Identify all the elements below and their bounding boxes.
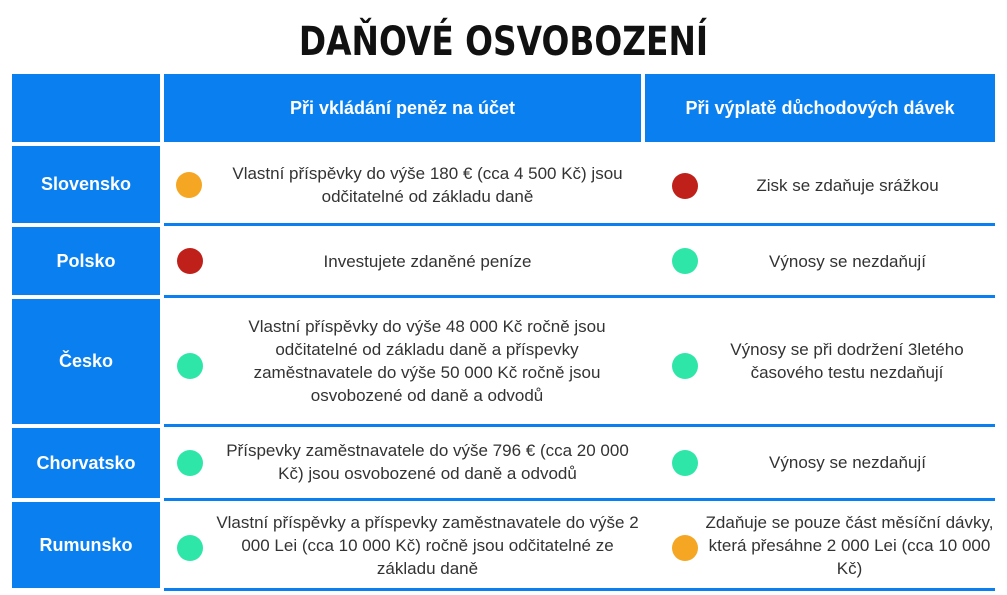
- column-header-deposit: [164, 74, 641, 142]
- row-divider: [164, 498, 995, 501]
- deposit-cell-text: Investujete zdaněné peníze: [323, 251, 532, 271]
- country-cell-polsko: [12, 227, 160, 295]
- country-label: Rumunsko: [39, 534, 133, 555]
- deposit-cell-text: Vlastní příspěvky do výše 48 000 Kč ročně jsou odčitatelné od základu daně a příspevky zaměstnavatele do výše 50 000 Kč ročně jsou osvobozené od daně a odvodů: [248, 317, 606, 405]
- row-divider: [164, 588, 995, 591]
- country-cell-rumunsko: [12, 502, 160, 588]
- column-header-payout: [645, 74, 995, 142]
- payout-cell-text: Výnosy se nezdaňují: [769, 251, 926, 271]
- payout-cell-text: Výnosy se nezdaňují: [769, 452, 926, 472]
- payout-cell-text: Zdaňuje se pouze část měsíční dávky, která přesáhne 2 000 Lei (cca 10 000 Kč): [705, 512, 994, 578]
- country-label: Slovensko: [40, 174, 132, 194]
- page-title: DAŇOVÉ OSVOBOZENÍ: [298, 19, 709, 65]
- status-dot-icon: [672, 450, 698, 476]
- row-divider: [164, 223, 995, 226]
- status-dot-icon: [672, 173, 698, 199]
- status-dot-icon: [177, 248, 203, 274]
- status-dot-icon: [177, 535, 203, 561]
- status-dot-icon: [176, 172, 202, 198]
- payout-cell-text: Zisk se zdaňuje srážkou: [756, 175, 939, 195]
- country-cell-slovensko: [12, 146, 160, 223]
- status-dot-icon: [177, 353, 203, 379]
- deposit-cell-text: Vlastní příspěvky do výše 180 € (cca 4 500 Kč) jsou odčitatelné od základu daně: [232, 164, 623, 206]
- status-dot-icon: [672, 535, 698, 561]
- row-divider: [164, 295, 995, 298]
- deposit-cell-text: Vlastní příspěvky a příspevky zaměstnavatele do výše 2 000 Lei (cca 10 000 Kč) ročně jsou odčitatelné ze základu daně: [216, 512, 639, 578]
- country-label: Česko: [58, 351, 114, 371]
- payout-cell-text: Výnosy se při dodržení 3letého časového testu nezdaňují: [730, 340, 964, 382]
- status-dot-icon: [672, 248, 698, 274]
- status-dot-icon: [177, 450, 203, 476]
- country-label: Chorvatsko: [36, 452, 136, 473]
- country-label: Polsko: [56, 250, 116, 271]
- country-cell-chorvatsko: [12, 428, 160, 498]
- country-cell-cesko: [12, 299, 160, 424]
- header-corner-cell: [12, 74, 160, 142]
- column-header-deposit-label: Při vkládání peněz na účet: [289, 97, 516, 118]
- column-header-payout-label: Při výplatě důchodových dávek: [685, 97, 955, 118]
- deposit-cell-text: Příspevky zaměstnavatele do výše 796 € (cca 20 000 Kč) jsou osvobozené od daně a odvodů: [226, 441, 629, 483]
- row-divider: [164, 424, 995, 427]
- status-dot-icon: [672, 353, 698, 379]
